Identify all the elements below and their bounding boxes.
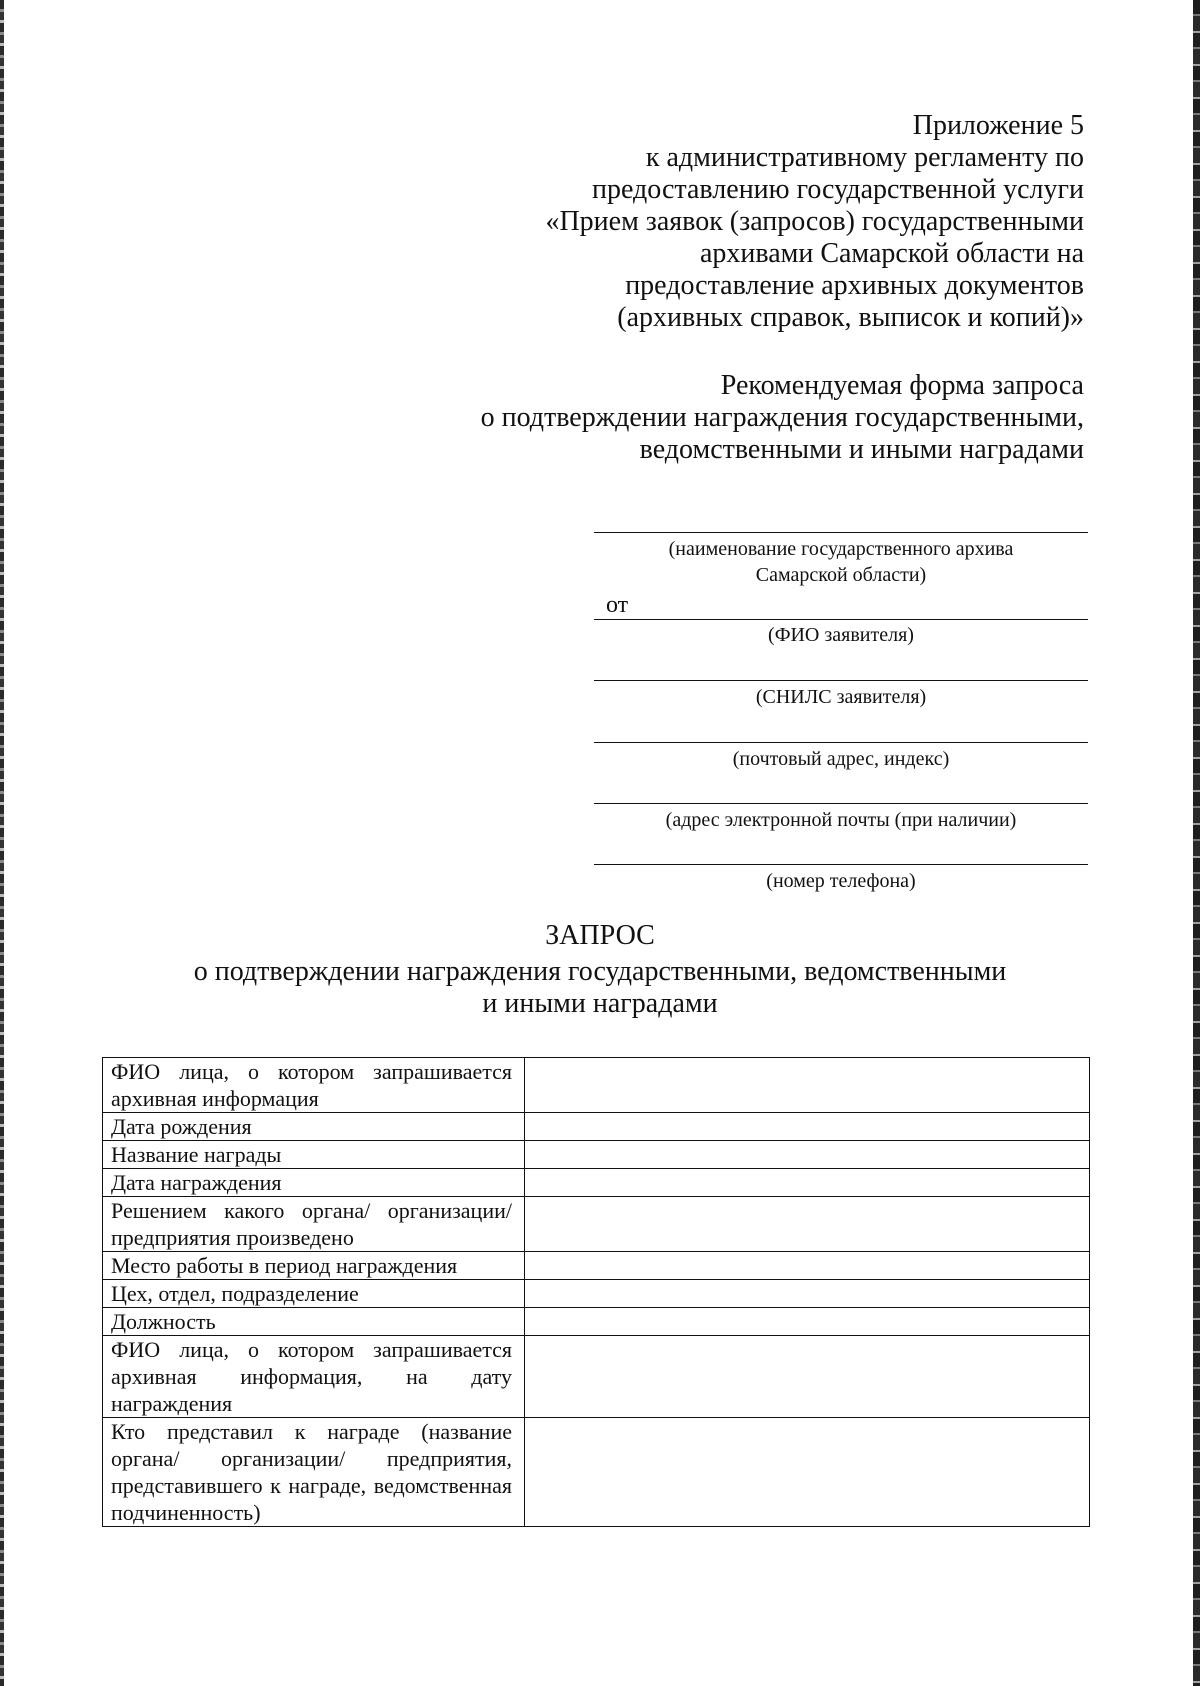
- row-value[interactable]: [525, 1197, 1090, 1252]
- request-title: ЗАПРОС: [545, 920, 655, 951]
- archive-name-caption: [594, 536, 1088, 588]
- row-label: ФИО лица, о котором запрашивается архивная информация: [103, 1058, 525, 1113]
- from-label: от: [606, 592, 629, 618]
- row-label: Место работы в период награждения: [103, 1252, 525, 1280]
- request-table: [102, 1057, 1090, 1527]
- snils-field: [594, 680, 1088, 710]
- row-value[interactable]: [525, 1280, 1090, 1308]
- row-value[interactable]: [525, 1308, 1090, 1336]
- table-row: [103, 1141, 1090, 1169]
- postal-address-line: [594, 742, 1088, 743]
- table-row: [103, 1308, 1090, 1336]
- postal-address-field: [594, 742, 1088, 772]
- applicant-name-field: [594, 589, 1088, 620]
- table-row: [103, 1418, 1090, 1527]
- applicant-caption-block: [594, 619, 1088, 648]
- appendix-line: Приложение 5: [912, 110, 1084, 141]
- row-label: Цех, отдел, подразделение: [103, 1280, 525, 1308]
- row-value[interactable]: [525, 1141, 1090, 1169]
- email-line: [594, 803, 1088, 804]
- table-row: [103, 1113, 1090, 1141]
- appendix-line: «Прием заявок (запросов) государственными: [545, 206, 1084, 237]
- snils-caption: (СНИЛС заявителя): [755, 686, 927, 708]
- appendix-line: архивами Самарской области на: [699, 238, 1084, 269]
- archive-name-line: [594, 532, 1088, 533]
- form-heading: [481, 370, 1084, 466]
- appendix-line: (архивных справок, выписок и копий)»: [617, 302, 1084, 333]
- archive-caption-line: (наименование государственного архива: [668, 538, 1014, 560]
- row-label: Дата награждения: [103, 1169, 525, 1197]
- row-label: Должность: [103, 1308, 525, 1336]
- scan-edge-left: [0, 0, 4, 1686]
- phone-caption: (номер телефона): [766, 870, 916, 892]
- phone-field: [594, 864, 1088, 894]
- row-label: Дата рождения: [103, 1113, 525, 1141]
- row-value[interactable]: [525, 1336, 1090, 1418]
- form-heading-line: Рекомендуемая форма запроса: [720, 370, 1084, 401]
- applicant-caption: (ФИО заявителя): [768, 624, 914, 646]
- request-subtitle-line: о подтверждении награждения государственными, ведомственными: [193, 956, 1007, 987]
- appendix-line: к административному регламенту по: [645, 142, 1084, 173]
- appendix-line: предоставлению государственной услуги: [592, 174, 1084, 205]
- appendix-header: [545, 110, 1084, 334]
- row-label: Название награды: [103, 1141, 525, 1169]
- form-heading-line: ведомственными и иными наградами: [639, 434, 1084, 465]
- archive-name-field: [594, 532, 1088, 588]
- email-caption: (адрес электронной почты (при наличии): [665, 809, 1017, 831]
- row-label: Кто представил к награде (название органа/ организации/ предприятия, представившего к награде, ведомственная подчиненность): [103, 1418, 525, 1527]
- phone-line: [594, 864, 1088, 865]
- row-value[interactable]: [525, 1113, 1090, 1141]
- archive-caption-line: Самарской области): [755, 564, 927, 586]
- row-label: Решением какого органа/ организации/ предприятия произведено: [103, 1197, 525, 1252]
- table-row: [103, 1336, 1090, 1418]
- email-field: [594, 803, 1088, 833]
- table-row: [103, 1169, 1090, 1197]
- table-row: [103, 1058, 1090, 1113]
- row-value[interactable]: [525, 1169, 1090, 1197]
- request-subtitle-line: и иными наградами: [482, 988, 718, 1019]
- table-row: [103, 1280, 1090, 1308]
- form-heading-line: о подтверждении награждения государственными,: [480, 402, 1084, 433]
- appendix-line: предоставление архивных документов: [625, 270, 1084, 301]
- scan-edge-right: [1193, 0, 1200, 1686]
- row-value[interactable]: [525, 1252, 1090, 1280]
- request-subtitle: [160, 956, 1040, 1020]
- row-label: ФИО лица, о котором запрашивается архивная информация, на дату награждения: [103, 1336, 525, 1418]
- postal-address-caption: (почтовый адрес, индекс): [732, 748, 950, 770]
- table-row: [103, 1197, 1090, 1252]
- row-value[interactable]: [525, 1058, 1090, 1113]
- row-value[interactable]: [525, 1418, 1090, 1527]
- snils-line: [594, 680, 1088, 681]
- table-row: [103, 1252, 1090, 1280]
